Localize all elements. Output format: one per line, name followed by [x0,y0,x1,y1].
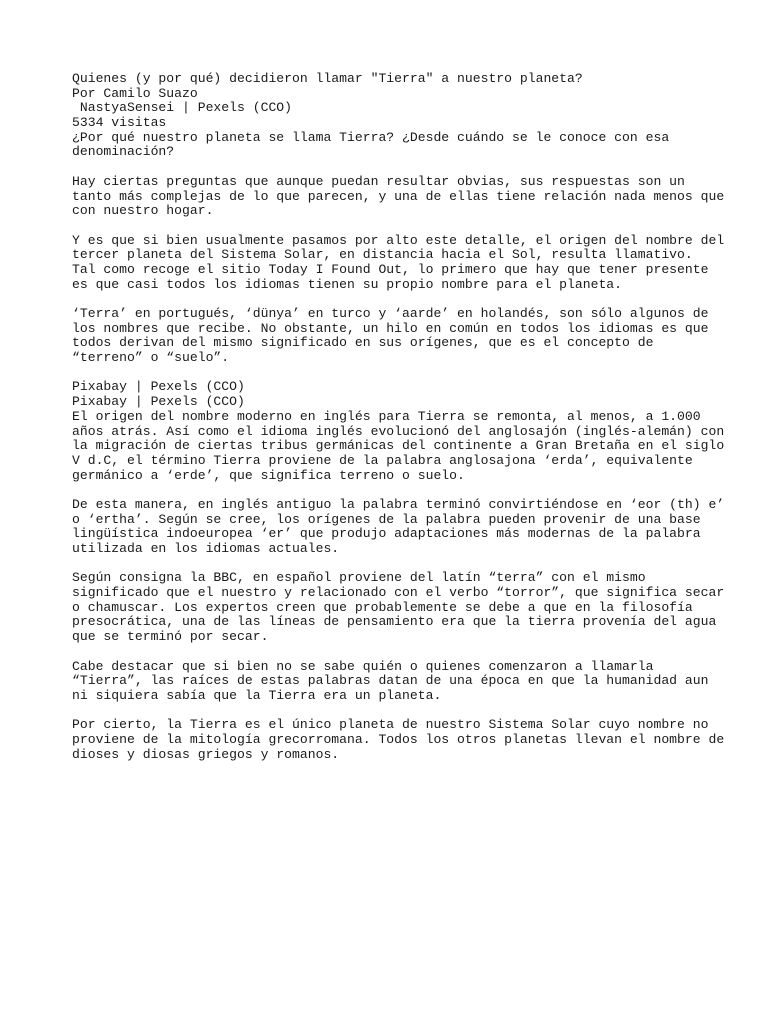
paragraph-line: V d.C, el término Tierra proviene de la palabra anglosajona ‘erda’, equivalente [72,452,693,468]
paragraph-line: es que casi todos los idiomas tienen su propio nombre para el planeta. [72,276,623,292]
article-title: Quienes (y por qué) decidieron llamar "Tierra" a nuestro planeta? [72,71,583,86]
paragraph-line: todos derivan del mismo significado en sus orígenes, que es el concepto de [72,335,654,351]
view-count: 5334 visitas [72,115,167,131]
paragraph [72,232,725,293]
article-lede-line: denominación? [72,144,175,160]
paragraph-line: ‘Terra’ en portugués, ‘dünya’ en turco y ‘aarde’ en holandés, son sólo algunos de [72,306,709,321]
paragraph-line: Y es que si bien usualmente pasamos por alto este detalle, el origen del nombre del [72,232,725,248]
paragraph-line: lingüística indoeuropea ‘er’ que produjo adaptaciones más modernas de la palabra [72,526,701,542]
paragraph-line: El origen del nombre moderno en inglés para Tierra se remonta, al menos, a 1.000 [72,408,701,424]
paragraph-line: tanto más complejas de lo que parecen, y una de ellas tiene relación nada menos que [72,188,725,204]
paragraph-line: Tal como recoge el sitio Today I Found Out, lo primero que hay que tener presente [72,261,709,277]
paragraph-line: utilizada en los idiomas actuales. [72,541,340,556]
paragraph-line: Cabe destacar que si bien no se sabe quién o quienes comenzaron a llamarla [72,658,654,674]
paragraph-line: con nuestro hogar. [72,203,214,219]
paragraph-line: dioses y diosas griegos y romanos. [72,746,340,762]
paragraph [72,496,725,557]
paragraph [72,379,725,483]
document-page [72,71,725,777]
paragraph [72,307,712,366]
paragraph-line: Por cierto, la Tierra es el único planeta de nuestro Sistema Solar cuyo nombre no [72,717,709,733]
paragraph-line: Hay ciertas preguntas que aunque puedan resultar obvias, sus respuestas son un [72,173,685,189]
image-credit: Pixabay | Pexels (CCO) [72,394,245,410]
paragraph [72,660,712,704]
paragraph-line: Según consigna la BBC, en español proviene del latín “terra” con el mismo [72,570,646,586]
paragraph-line: proviene de la mitología grecorromana. Todos los otros planetas llevan el nombre de [72,731,725,747]
paragraph-line: o chamuscar. Los expertos creen que probablemente se debe a que en la filosofía [72,599,693,615]
paragraph [72,173,725,219]
article-lede-line: ¿Por qué nuestro planeta se llama Tierra? ¿Desde cuándo se le conoce con esa [72,129,670,145]
paragraph-line: tercer planeta del Sistema Solar, en distancia hacia el Sol, resulta llamativo. [72,247,693,263]
paragraph-line: “Tierra”, las raíces de estas palabras datan de una época en que la humanidad aun [72,673,709,689]
paragraph-line: De esta manera, en inglés antiguo la palabra terminó convirtiéndose en ‘eor (th) e’ [72,496,725,512]
article-header [72,72,712,160]
paragraph [72,570,725,645]
paragraph-line: ni siquiera sabía que la Tierra era un planeta. [72,687,442,703]
paragraph [72,717,725,762]
paragraph-line: la migración de ciertas tribus germánicas del continente a Gran Bretaña en el siglo [72,438,725,454]
article-author: Por Camilo Suazo [72,85,198,101]
paragraph-line: “terreno” o “suelo”. [72,350,230,366]
image-credit: Pixabay | Pexels (CCO) [72,379,245,395]
paragraph-line: o ‘ertha’. Según se cree, los orígenes de la palabra pueden provenir de una base [72,511,701,527]
paragraph-line: significado que el nuestro y relacionado con el verbo “torror”, que significa secar [72,585,725,601]
paragraph-line: los nombres que recibe. No obstante, un hilo en común en todos los idiomas es que [72,320,709,336]
paragraph-line: presocrática, una de las líneas de pensamiento era que la tierra provenía del agua [72,614,717,630]
paragraph-line: germánico a ‘erde’, que significa terreno o suelo. [72,467,465,483]
paragraph-line: que se terminó por secar. [72,629,269,645]
photo-credit: NastyaSensei | Pexels (CCO) [72,100,293,116]
paragraph-line: años atrás. Así como el idioma inglés evolucionó del anglosajón (inglés-alemán) con [72,423,725,439]
